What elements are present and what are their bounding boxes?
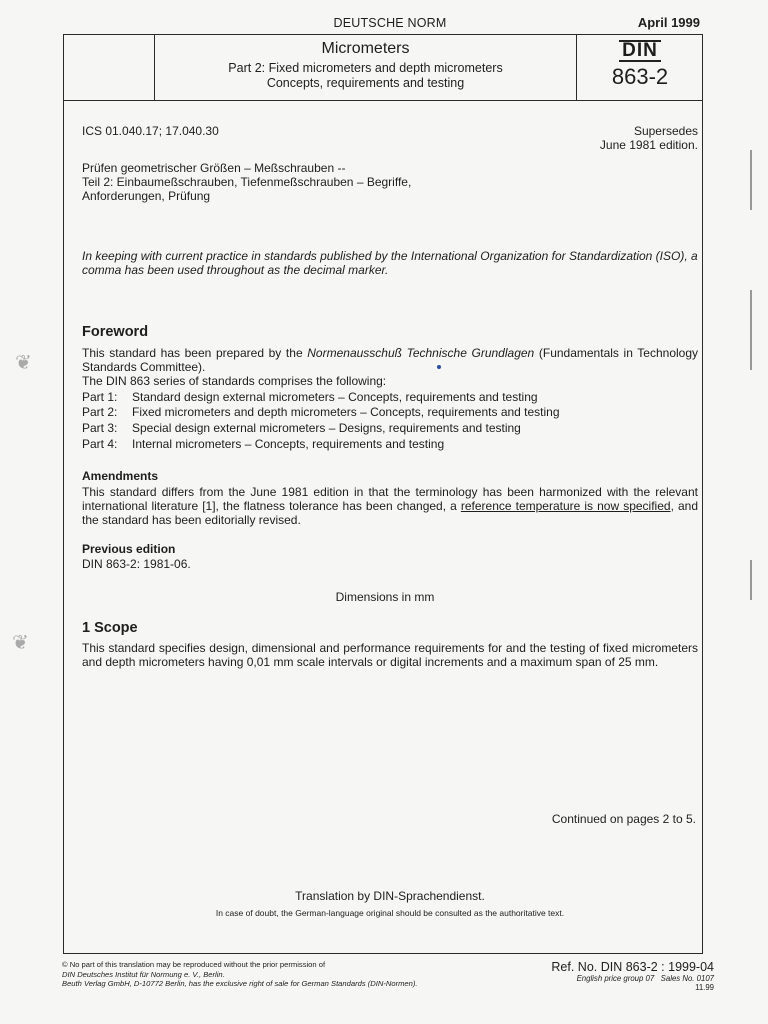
- committee-name: Normenausschuß Technische Grundlagen: [307, 346, 535, 360]
- german-title-line: Teil 2: Einbaumeßschrauben, Tiefenmeßschrauben – Begriffe,: [82, 175, 412, 189]
- part-label: Part 3:: [82, 421, 118, 435]
- previous-edition-text: DIN 863-2: 1981-06.: [82, 557, 191, 571]
- publication-date: April 1999: [637, 15, 700, 30]
- german-title-line: Anforderungen, Prüfung: [82, 189, 211, 203]
- foreword-paragraph: [82, 346, 698, 374]
- supersedes-note: [548, 124, 698, 152]
- reference-number: Ref. No. DIN 863-2 : 1999-04: [551, 960, 714, 974]
- din-logo: DIN: [619, 40, 661, 62]
- translation-credit: Translation by DIN-Sprachendienst.: [295, 889, 485, 903]
- german-title-line: Prüfen geometrischer Größen – Meßschrauben --: [82, 161, 346, 175]
- ink-dot: [437, 365, 441, 369]
- copyright-line: DIN Deutsches Institut für Normung e. V., Berlin.: [62, 969, 225, 979]
- amendments-paragraph: [82, 485, 698, 527]
- reference-block: [514, 960, 714, 992]
- title-block-left-cell: [63, 34, 155, 100]
- scan-edge-mark: [750, 290, 752, 370]
- scan-edge-mark: [750, 150, 752, 210]
- part-label: Part 2:: [82, 405, 118, 419]
- series-part-item: [82, 437, 444, 451]
- foreword-heading: Foreword: [82, 324, 149, 340]
- document-number: 863-2: [611, 64, 669, 89]
- continued-note: Continued on pages 2 to 5.: [551, 812, 696, 826]
- margin-smudge: ❦: [12, 632, 29, 654]
- price-group: [514, 974, 714, 983]
- print-date-code: 11.99: [695, 983, 714, 992]
- margin-smudge: ❦: [15, 352, 32, 374]
- price-group-text: English price group 07: [576, 974, 655, 983]
- amendments-text: , and the standard has been editorially revised.: [82, 499, 698, 527]
- series-part-item: [82, 421, 521, 435]
- series-part-item: [82, 390, 538, 404]
- footer-divider: [63, 953, 703, 954]
- supersedes-line: June 1981 edition.: [599, 138, 698, 152]
- norm-label: DEUTSCHE NORM: [333, 16, 447, 30]
- din-logo-cell: [576, 34, 703, 100]
- part-text: Internal micrometers – Concepts, requirements and testing: [132, 437, 445, 451]
- subtitle-line: Part 2: Fixed micrometers and depth micrometers: [228, 61, 503, 75]
- authoritative-text-note: In case of doubt, the German-language original should be consulted as the authoritative text.: [215, 908, 565, 918]
- german-title: [82, 161, 482, 203]
- copyright-line: Beuth Verlag GmbH, D-10772 Berlin, has the exclusive right of sale for German Standards (DIN-Normen).: [62, 979, 418, 988]
- title-block: [63, 34, 703, 101]
- document-subtitle: [155, 61, 576, 91]
- foreword-text: (Fundamentals in Technology Standards Committee).: [82, 346, 699, 374]
- amendments-text: This standard differs from the June 1981 edition in that the terminology has been harmonized with the relevant international literature [1], the flatness tolerance has been changed, a: [82, 485, 698, 513]
- series-intro: The DIN 863 series of standards comprises the following:: [82, 374, 387, 388]
- amendments-heading: Amendments: [82, 469, 159, 483]
- series-part-item: [82, 405, 560, 419]
- decimal-marker-note: In keeping with current practice in standards published by the International Organization for Standardization (ISO), a comma has been used throughout as the decimal marker.: [82, 249, 698, 277]
- copyright-line: © No part of this translation may be reproduced without the prior permission of: [62, 960, 326, 969]
- document-title: Micrometers: [321, 40, 410, 57]
- title-block-center-cell: [155, 34, 576, 100]
- part-text: Fixed micrometers and depth micrometers – Concepts, requirements and testing: [132, 405, 560, 419]
- amendments-underlined-text: reference temperature is now specified: [460, 499, 671, 513]
- foreword-text: This standard has been prepared by the: [82, 346, 308, 360]
- part-text: Standard design external micrometers – Concepts, requirements and testing: [132, 390, 538, 404]
- part-text: Special design external micrometers – Designs, requirements and testing: [132, 421, 521, 435]
- previous-edition-heading: Previous edition: [82, 542, 176, 556]
- ics-code: ICS 01.040.17; 17.040.30: [82, 124, 219, 138]
- scope-heading: 1 Scope: [82, 620, 138, 636]
- sales-number: Sales No. 0107: [660, 974, 714, 983]
- scope-paragraph: This standard specifies design, dimensional and performance requirements for and the testing of fixed micrometers and depth micrometers having 0,01 mm scale intervals or digital increments and a maximum span of 25 mm.: [82, 641, 698, 669]
- copyright-notice: [62, 960, 502, 989]
- subtitle-line: Concepts, requirements and testing: [266, 76, 465, 90]
- dimensions-note: Dimensions in mm: [335, 590, 435, 604]
- part-label: Part 4:: [82, 437, 118, 451]
- scan-edge-mark: [750, 560, 752, 600]
- part-label: Part 1:: [82, 390, 118, 404]
- supersedes-line: Supersedes: [633, 124, 698, 138]
